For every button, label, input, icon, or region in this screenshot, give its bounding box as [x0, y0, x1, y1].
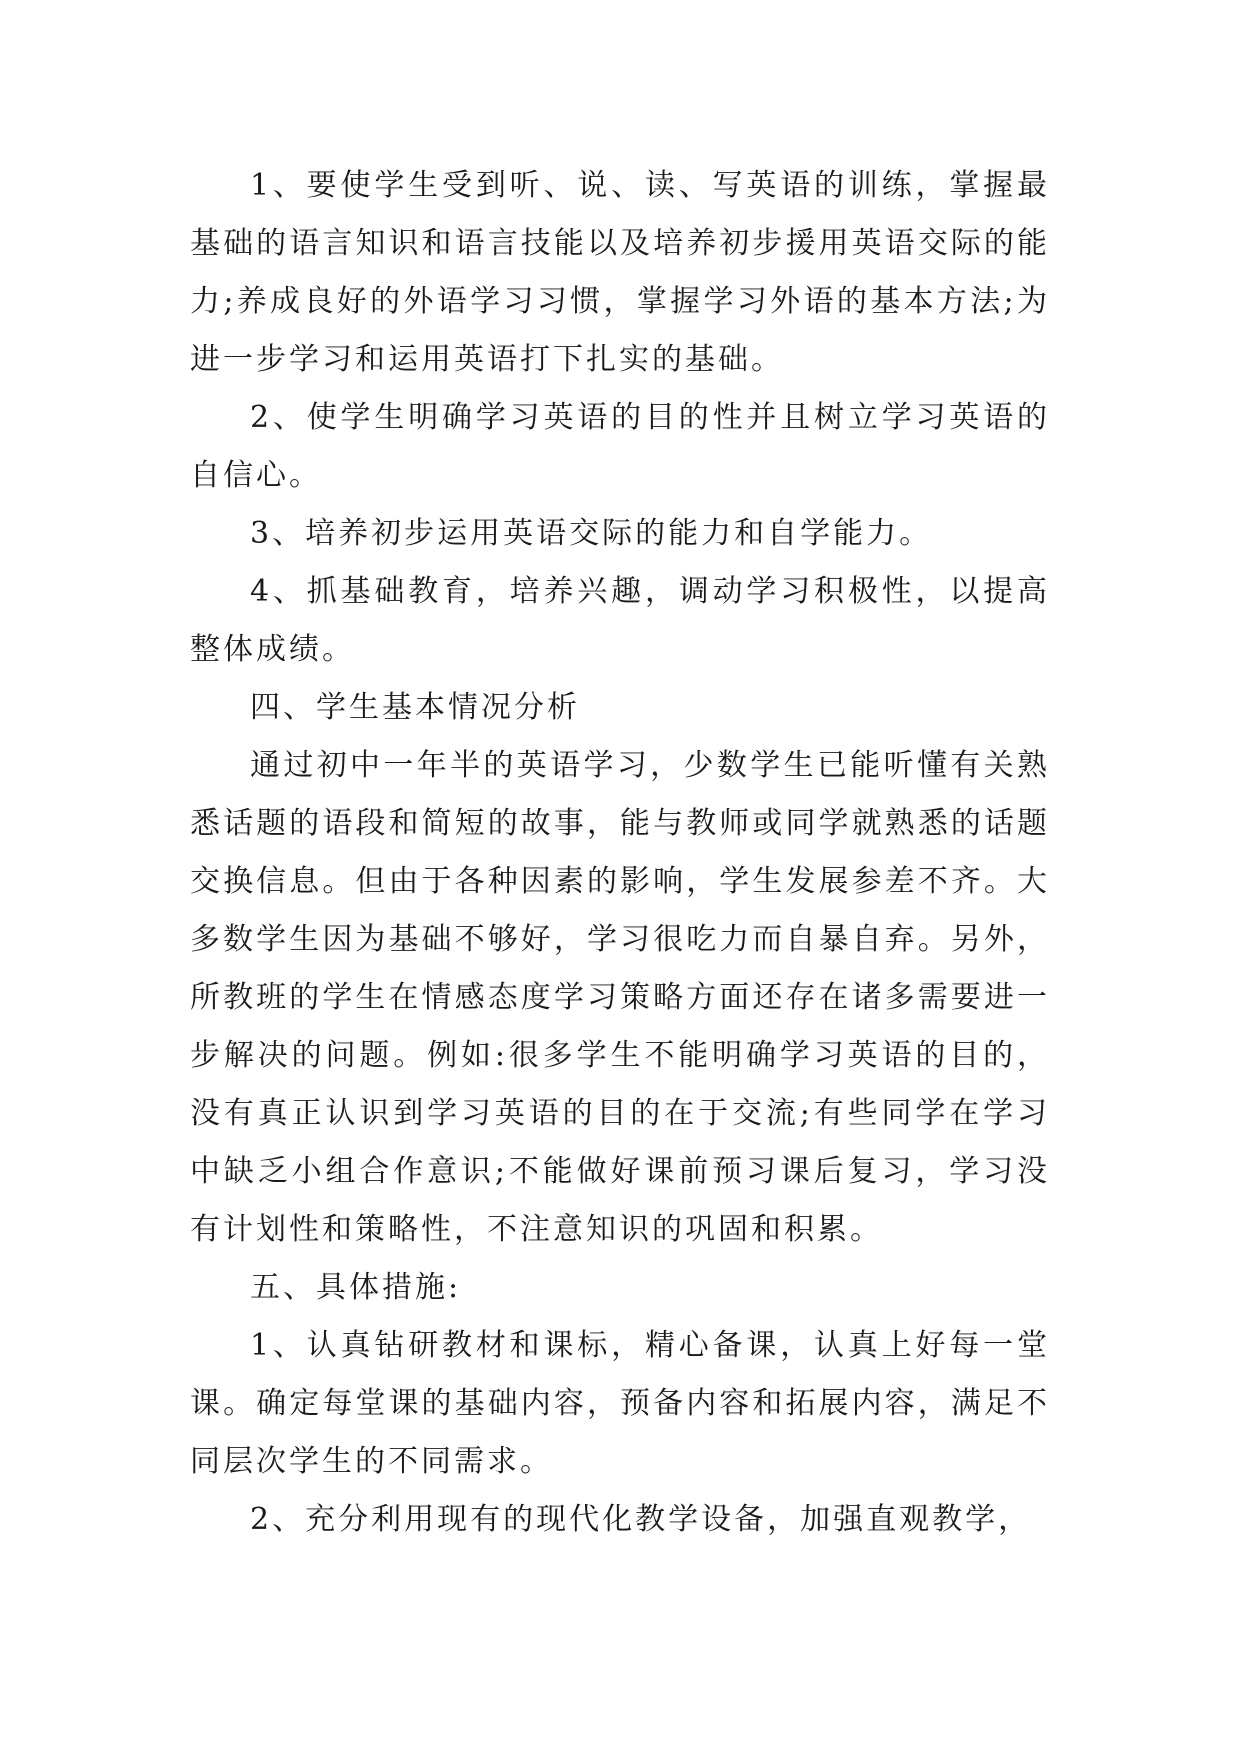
paragraph-measure-1: 1、认真钻研教材和课标，精心备课，认真上好每一堂课。确定每堂课的基础内容，预备内容和拓展内容，满足不同层次学生的不同需求。: [190, 1328, 1050, 1479]
paragraph-measure-2: 2、充分利用现有的现代化教学设备，加强直观教学，: [250, 1502, 1032, 1537]
paragraph-objective-4: 4、抓基础教育，培养兴趣，调动学习积极性，以提高整体成绩。: [190, 574, 1050, 667]
paragraph-objective-2: 2、使学生明确学习英语的目的性并且树立学习英语的自信心。: [190, 400, 1050, 493]
section-heading-student-analysis: 四、学生基本情况分析: [250, 690, 580, 725]
paragraph-student-analysis: 通过初中一年半的英语学习，少数学生已能听懂有关熟悉话题的语段和简短的故事，能与教师或同学就熟悉的话题交换信息。但由于各种因素的影响，学生发展参差不齐。大多数学生因为基础不够好，学习很吃力而自暴自弃。另外，所教班的学生在情感态度学习策略方面还存在诸多需要进一步解决的问题。例如:很多学生不能明确学习英语的目的，没有真正认识到学习英语的目的在于交流;有些同学在学习中缺乏小组合作意识;不能做好课前预习课后复习，学习没有计划性和策略性，不注意知识的巩固和积累。: [190, 748, 1050, 1247]
paragraph-objective-1: 1、要使学生受到听、说、读、写英语的训练，掌握最基础的语言知识和语言技能以及培养初步援用英语交际的能力;养成良好的外语学习习惯，掌握学习外语的基本方法;为进一步学习和运用英语打下扎实的基础。: [190, 168, 1050, 377]
document-body: [190, 157, 1050, 1549]
paragraph-objective-3: 3、培养初步运用英语交际的能力和自学能力。: [250, 516, 933, 551]
section-heading-measures: 五、具体措施:: [250, 1270, 462, 1305]
